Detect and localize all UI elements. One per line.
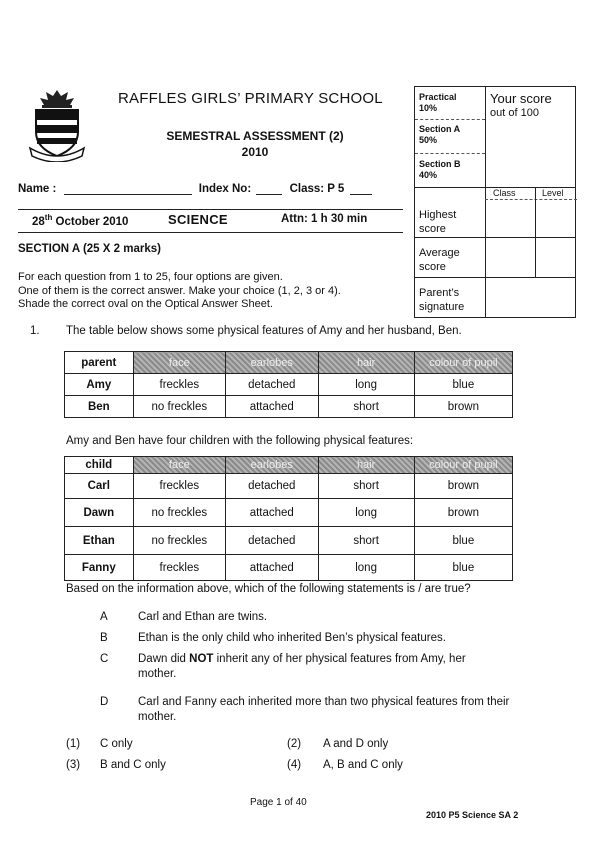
table-cell: blue (414, 527, 512, 555)
index-blank[interactable] (256, 182, 282, 195)
table-cell: freckles (133, 474, 225, 499)
parent-signature-label: Parent’s signature (419, 287, 465, 313)
section-a-title: SECTION A (25 X 2 marks) (18, 243, 161, 255)
table-header-cell: earlobes (226, 352, 318, 374)
table-cell: no freckles (133, 499, 225, 527)
table-row (65, 555, 513, 581)
table-cell: detached (226, 374, 318, 396)
answer-text: C only (100, 738, 133, 750)
table-cell: Carl (65, 474, 134, 499)
statement-letter: D (100, 696, 109, 708)
school-name: RAFFLES GIRLS’ PRIMARY SCHOOL (118, 90, 383, 107)
school-crest-logo (28, 88, 86, 162)
answer-text: B and C only (100, 759, 166, 771)
table-header-cell: hair (318, 457, 414, 474)
practical-cell (415, 89, 485, 117)
section-a-cell (415, 121, 485, 149)
section-b-label: Section B (419, 159, 461, 169)
practical-label: Practical (419, 92, 457, 102)
statement-text: Dawn did NOT inherit any of her physical features from Amy, her mother. (138, 653, 466, 680)
answer-text: A, B and C only (323, 759, 403, 771)
section-a-label: Section A (419, 124, 461, 134)
parents-feature-table (64, 351, 513, 418)
average-score-label: Average score (419, 247, 460, 273)
table-cell: brown (414, 396, 512, 418)
table-row (65, 527, 513, 555)
practical-pct: 10% (419, 103, 438, 113)
answer-number: (1) (66, 738, 81, 750)
table-header-cell: colour of pupil (414, 352, 512, 374)
table-cell: attached (226, 396, 318, 418)
question-stem: The table below shows some physical features of Amy and her husband, Ben. (66, 325, 462, 337)
statement-text: Carl and Ethan are twins. (138, 611, 268, 623)
statement-letter: C (100, 653, 109, 665)
exam-date: 28th October 2010 (32, 213, 129, 228)
section-b-cell (415, 156, 485, 184)
table-header-cell: face (133, 352, 225, 374)
table-row (65, 396, 513, 418)
answer-text: A and D only (323, 738, 389, 750)
table-header-cell: hair (318, 352, 414, 374)
table-cell: attached (226, 499, 319, 527)
answer-option-4[interactable] (287, 759, 403, 771)
instruction-line-2: One of them is the correct answer. Make your choice (1, 2, 3 or 4). (18, 284, 341, 297)
table-cell: long (318, 499, 414, 527)
table-header-cell: parent (65, 352, 134, 374)
highest-score-label: Highest score (419, 209, 457, 235)
section-instructions (18, 271, 413, 312)
class-label: Class: P 5 (289, 183, 345, 195)
paper-code: 2010 P5 Science SA 2 (426, 810, 519, 820)
statement-text: Ethan is the only child who inherited Ben’s physical features. (138, 632, 446, 644)
table-cell: brown (414, 499, 512, 527)
header-rule-top (18, 209, 403, 210)
table-cell: blue (414, 555, 512, 581)
section-a-pct: 50% (419, 135, 438, 145)
statement-letter: A (100, 611, 108, 623)
table-row (65, 474, 513, 499)
table-cell: Amy (65, 374, 134, 396)
section-b-pct: 40% (419, 170, 438, 180)
your-score-label: Your score (490, 91, 552, 106)
table-header-cell: colour of pupil (414, 457, 512, 474)
attn-duration: Attn: 1 h 30 min (281, 213, 368, 225)
table-row (65, 499, 513, 527)
class-blank[interactable] (350, 182, 372, 195)
table-cell: short (318, 527, 414, 555)
table-header-cell: earlobes (226, 457, 319, 474)
assessment-title-line1: SEMESTRAL ASSESSMENT (2) (166, 129, 344, 143)
answer-number: (3) (66, 759, 81, 771)
instruction-line-1: For each question from 1 to 25, four options are given. (18, 271, 283, 283)
class-column-label: Class (493, 188, 516, 198)
table-header-cell: child (65, 457, 134, 474)
question-prompt: Based on the information above, which of the following statements is / are true? (66, 583, 471, 595)
subject-title: SCIENCE (168, 212, 228, 227)
assessment-title (150, 128, 360, 160)
table-cell: Ethan (65, 527, 134, 555)
table-cell: short (318, 396, 414, 418)
instruction-line-3: Shade the correct oval on the Optical Answer Sheet. (18, 298, 273, 310)
statement-text: Carl and Fanny each inherited more than two physical features from their mother. (138, 696, 510, 723)
table-header-row (65, 352, 513, 374)
name-label: Name : (18, 183, 57, 195)
answer-number: (2) (287, 738, 302, 750)
index-label: Index No: (198, 183, 252, 195)
answer-option-3[interactable] (66, 759, 166, 771)
table-cell: attached (226, 555, 319, 581)
table-cell: brown (414, 474, 512, 499)
question-number: 1. (30, 325, 40, 337)
table-cell: freckles (133, 374, 225, 396)
answer-number: (4) (287, 759, 302, 771)
level-column-label: Level (542, 188, 564, 198)
table-cell: detached (226, 474, 319, 499)
table-cell: Dawn (65, 499, 134, 527)
page-number: Page 1 of 40 (250, 797, 307, 808)
statement-letter: B (100, 632, 108, 644)
table-cell: no freckles (133, 396, 225, 418)
score-box (414, 86, 576, 318)
children-intro: Amy and Ben have four children with the following physical features: (66, 435, 414, 447)
table-cell: no freckles (133, 527, 225, 555)
table-row (65, 374, 513, 396)
table-cell: blue (414, 374, 512, 396)
answer-option-1[interactable] (66, 738, 133, 750)
children-feature-table (64, 456, 513, 581)
assessment-year: 2010 (241, 145, 269, 159)
table-cell: detached (226, 527, 319, 555)
out-of-label: out of 100 (490, 107, 539, 119)
table-cell: short (318, 474, 414, 499)
table-header-cell: face (133, 457, 225, 474)
name-blank[interactable] (64, 182, 192, 195)
table-cell: Ben (65, 396, 134, 418)
table-cell: freckles (133, 555, 225, 581)
table-cell: Fanny (65, 555, 134, 581)
table-cell: long (318, 555, 414, 581)
answer-option-2[interactable] (287, 738, 389, 750)
table-cell: long (318, 374, 414, 396)
name-row (18, 182, 408, 195)
header-rule-bottom (18, 232, 403, 233)
table-header-row (65, 457, 513, 474)
